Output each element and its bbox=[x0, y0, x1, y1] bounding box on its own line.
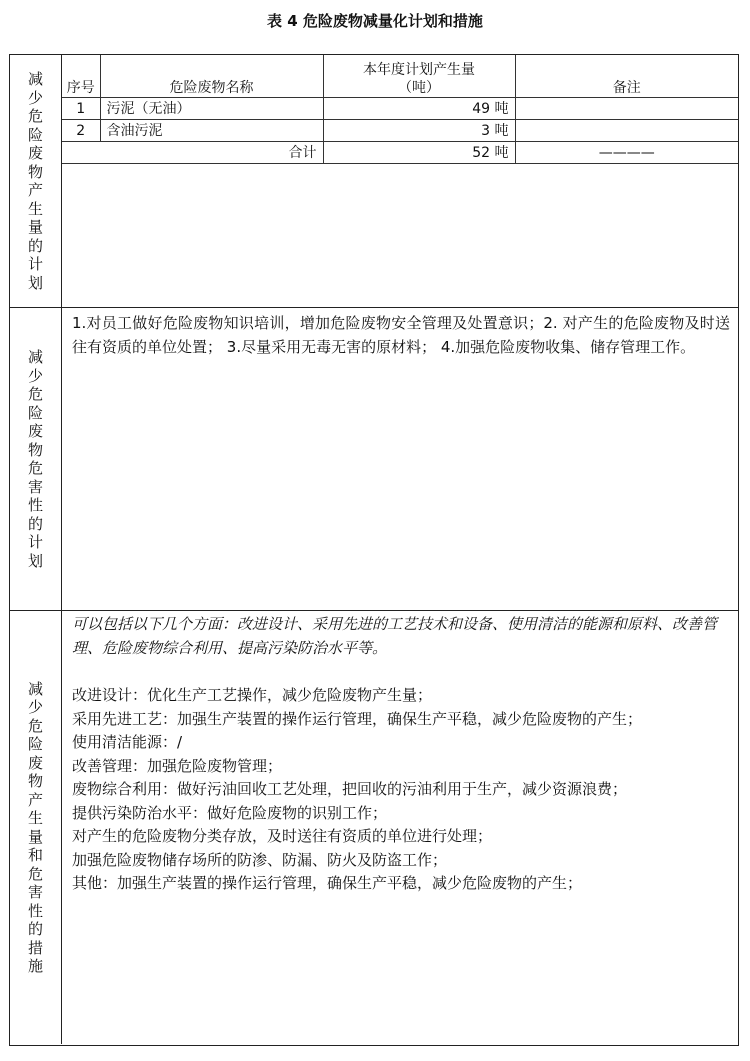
waste-table-cell bbox=[62, 55, 738, 307]
hazard-plan-text: 1.对员工做好危险废物知识培训，增加危险废物安全管理及处置意识；2. 对产生的危险废物及时送往有资质的单位处置； 3.尽量采用无毒无害的原材料； 4.加强危险废物收集、储存管理工作。 bbox=[72, 314, 730, 356]
header-name: 危险废物名称 bbox=[100, 55, 323, 98]
table-row bbox=[62, 98, 738, 120]
section-hazard-reduction-plan bbox=[10, 308, 738, 611]
row-note bbox=[515, 120, 738, 142]
section-label-cell bbox=[10, 55, 62, 307]
measure-line: 废物综合利用：做好污油回收工艺处理，把回收的污油利用于生产，减少资源浪费； bbox=[72, 780, 628, 798]
row-name: 含油污泥 bbox=[100, 120, 323, 142]
row-seq: 2 bbox=[62, 120, 100, 142]
row-seq: 1 bbox=[62, 98, 100, 120]
row-note bbox=[515, 98, 738, 120]
measures-intro: 可以包括以下几个方面：改进设计、采用先进的工艺技术和设备、使用清洁的能源和原料、改善管理、危险废物综合利用、提高污染防治水平等。 bbox=[72, 615, 718, 657]
section-label-cell bbox=[10, 308, 62, 610]
header-note: 备注 bbox=[515, 55, 738, 98]
waste-amount-table bbox=[62, 55, 738, 164]
section-label: 减少危险废物危害性的计划 bbox=[27, 348, 43, 570]
row-amount: 49 吨 bbox=[323, 98, 515, 120]
hazard-plan-cell bbox=[62, 308, 738, 610]
measure-line: 其他：加强生产装置的操作运行管理，确保生产平稳，减少危险废物的产生； bbox=[72, 874, 583, 892]
measures-table bbox=[9, 54, 739, 1046]
row-amount: 3 吨 bbox=[323, 120, 515, 142]
measure-line: 对产生的危险废物分类存放，及时送往有资质的单位进行处理； bbox=[72, 827, 493, 845]
measure-line: 加强危险废物储存场所的防渗、防漏、防火及防盗工作； bbox=[72, 850, 448, 869]
section-label-cell bbox=[10, 611, 62, 1044]
measure-line: 采用先进工艺：加强生产装置的操作运行管理，确保生产平稳，减少危险废物的产生； bbox=[72, 709, 643, 728]
row-name: 污泥（无油） bbox=[100, 98, 323, 120]
table-header-row bbox=[62, 55, 738, 98]
measure-line: 改进设计：优化生产工艺操作，减少危险废物产生量； bbox=[72, 686, 433, 704]
header-amount: 本年度计划产生量（吨） bbox=[323, 55, 515, 98]
section-label: 减少危险废物产生量和危害性的措施 bbox=[27, 679, 43, 975]
table-total-row bbox=[62, 142, 738, 164]
header-seq: 序号 bbox=[62, 55, 100, 98]
section-waste-reduction-plan bbox=[10, 55, 738, 308]
section-reduction-measures bbox=[10, 611, 738, 1044]
measure-line: 提供污染防治水平：做好危险废物的识别工作； bbox=[72, 803, 388, 822]
total-amount: 52 吨 bbox=[323, 142, 515, 164]
section-label: 减少危险废物产生量的计划 bbox=[27, 70, 43, 292]
total-label: 合计 bbox=[62, 142, 323, 164]
measure-line: 使用清洁能源：/ bbox=[72, 733, 183, 751]
table-row bbox=[62, 120, 738, 142]
total-note: ———— bbox=[515, 142, 738, 164]
measures-cell bbox=[62, 611, 738, 1044]
measure-line: 改善管理：加强危险废物管理； bbox=[72, 756, 283, 775]
document-title: 表 4 危险废物减量化计划和措施 bbox=[267, 12, 483, 30]
